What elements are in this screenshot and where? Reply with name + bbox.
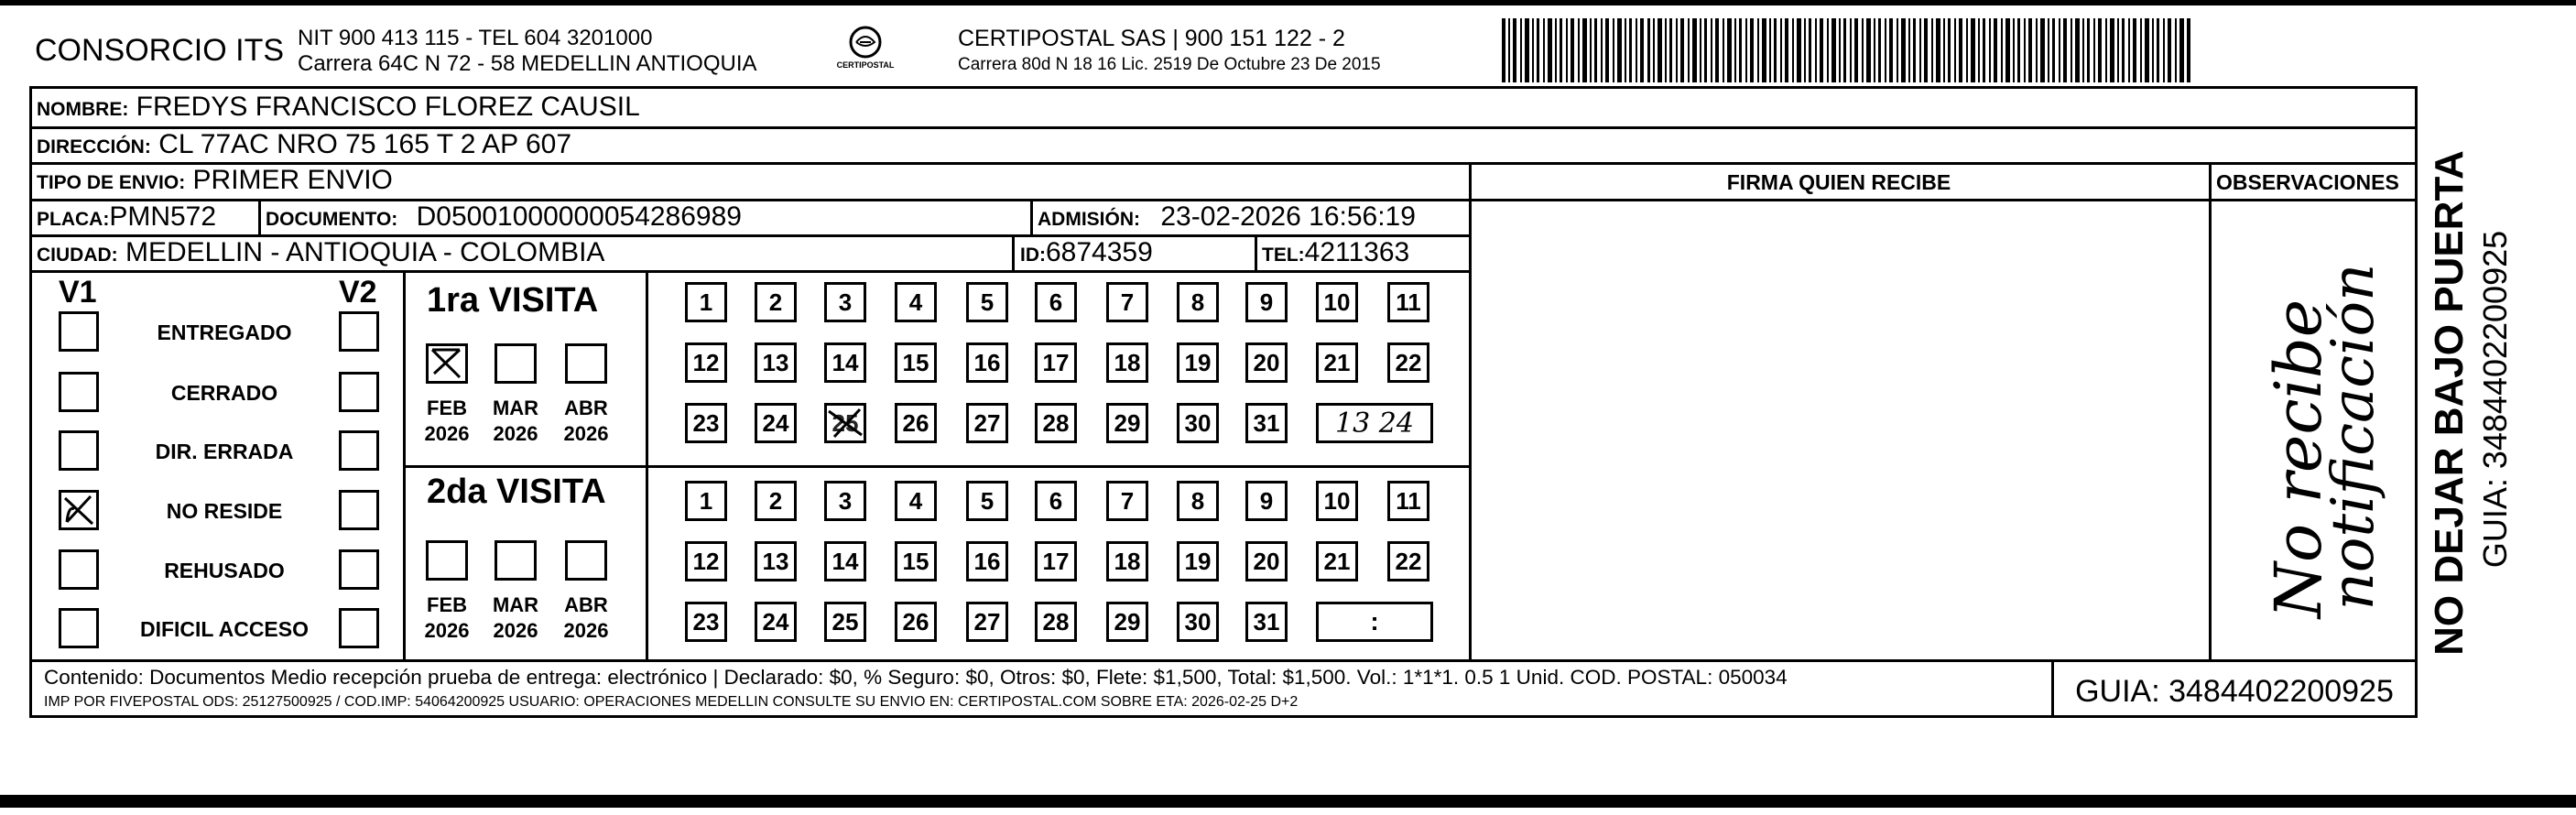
v2-checkbox-5[interactable]	[339, 608, 379, 648]
visit1-month-box-2[interactable]	[565, 343, 607, 384]
visit1-day-2[interactable]: 2	[755, 282, 797, 322]
status-label-3: NO RESIDE	[166, 499, 283, 523]
tel-divider	[1255, 234, 1257, 270]
tel-label: TEL:	[1262, 244, 1305, 266]
visit1-day-9[interactable]: 9	[1245, 282, 1288, 322]
visit2-year-label-2: 2026	[563, 619, 609, 642]
visit-separator	[403, 465, 1469, 468]
handwritten-observation-1: No recibe	[2261, 299, 2336, 619]
visit1-day-21[interactable]: 21	[1316, 342, 1358, 383]
signature-area[interactable]	[1474, 203, 2203, 656]
visit2-month-box-1[interactable]	[495, 540, 537, 581]
visit1-year-label-0: 2026	[424, 422, 470, 445]
visit1-month-box-1[interactable]	[495, 343, 537, 384]
visit2-day-25[interactable]: 25	[824, 602, 866, 642]
visit1-day-20[interactable]: 20	[1245, 342, 1288, 383]
visit1-day-31[interactable]: 31	[1245, 403, 1288, 443]
status-label-1: CERRADO	[170, 381, 278, 405]
visit2-time-box[interactable]	[1316, 602, 1433, 642]
company-line1: NIT 900 413 115 - TEL 604 3201000	[298, 26, 653, 50]
status-label-0: ENTREGADO	[157, 321, 292, 344]
visit2-day-11[interactable]: 11	[1387, 481, 1429, 521]
visit2-month-box-0[interactable]	[426, 540, 468, 581]
visit2-day-9[interactable]: 9	[1245, 481, 1288, 521]
handwritten-observation-2: notificación	[2320, 263, 2387, 611]
visit1-day-14[interactable]: 14	[824, 342, 866, 383]
address-label: DIRECCIÓN:	[37, 136, 151, 158]
visit1-day-5[interactable]: 5	[966, 282, 1008, 322]
certipostal-line2: Carrera 80d N 18 16 Lic. 2519 De Octubre 23 De 2015	[958, 55, 1381, 74]
document-label: DOCUMENTO:	[266, 209, 398, 230]
visit2-day-18[interactable]: 18	[1106, 541, 1148, 581]
visit2-day-26[interactable]: 26	[895, 602, 937, 642]
v1-label: V1	[59, 275, 97, 310]
name-value: FREDYS FRANCISCO FLOREZ CAUSIL	[136, 92, 640, 122]
visit2-day-1[interactable]: 1	[685, 481, 727, 521]
visit2-day-31[interactable]: 31	[1245, 602, 1288, 642]
v1-checkbox-4[interactable]	[59, 549, 99, 590]
certipostal-logo	[838, 22, 893, 77]
visit2-day-3[interactable]: 3	[824, 481, 866, 521]
visit1-day-7[interactable]: 7	[1106, 282, 1148, 322]
barcode	[1502, 18, 2190, 82]
visit1-day-4[interactable]: 4	[895, 282, 937, 322]
footer-guia: GUIA: 3484402200925	[2075, 674, 2394, 709]
visit1-day-12[interactable]: 12	[685, 342, 727, 383]
visit1-year-label-1: 2026	[493, 422, 538, 445]
visit2-day-6[interactable]: 6	[1035, 481, 1077, 521]
signature-header-line	[1469, 199, 2418, 201]
top-edge-bar	[0, 0, 2576, 5]
visit2-day-8[interactable]: 8	[1177, 481, 1219, 521]
id-value: 6874359	[1046, 237, 1153, 267]
plate-label: PLACA:	[37, 209, 110, 230]
plate-value: PMN572	[109, 201, 217, 232]
visit1-day-24[interactable]: 24	[755, 403, 797, 443]
visit1-day-11[interactable]: 11	[1387, 282, 1429, 322]
admission-divider	[1030, 199, 1033, 234]
visit2-year-label-1: 2026	[493, 619, 538, 642]
v2-checkbox-3[interactable]	[339, 490, 379, 530]
side-warning: NO DEJAR BAJO PUERTA	[2427, 150, 2472, 656]
visit1-day-17[interactable]: 17	[1035, 342, 1077, 383]
shipment-type-value: PRIMER ENVIO	[192, 165, 393, 195]
check-x-icon	[429, 346, 465, 381]
visit1-day-15[interactable]: 15	[895, 342, 937, 383]
visit1-day-1[interactable]: 1	[685, 282, 727, 322]
visit2-day-14[interactable]: 14	[824, 541, 866, 581]
v2-checkbox-2[interactable]	[339, 430, 379, 471]
status-label-2: DIR. ERRADA	[155, 440, 294, 463]
document-value: D05001000000054286989	[416, 201, 742, 232]
id-cell	[1020, 237, 1153, 268]
visit1-day-26[interactable]: 26	[895, 403, 937, 443]
signature-header: FIRMA QUIEN RECIBE	[1726, 170, 1951, 194]
visit2-month-box-2[interactable]	[565, 540, 607, 581]
address-row	[37, 129, 571, 160]
v1-checkbox-2[interactable]	[59, 430, 99, 471]
visit2-day-30[interactable]: 30	[1177, 602, 1219, 642]
visit1-day-3[interactable]: 3	[824, 282, 866, 322]
v2-checkbox-0[interactable]	[339, 311, 379, 352]
plate-divider	[258, 199, 261, 234]
shipment-type-label: TIPO DE ENVIO:	[37, 172, 186, 193]
admission-label: ADMISIÓN:	[1038, 209, 1140, 230]
visit1-title: 1ra VISITA	[427, 281, 599, 320]
admission-cell	[1038, 201, 1416, 233]
visit2-day-13[interactable]: 13	[755, 541, 797, 581]
visit1-year-label-2: 2026	[563, 422, 609, 445]
visit2-day-12[interactable]: 12	[685, 541, 727, 581]
visit1-month-label-2: ABR	[564, 397, 608, 419]
tel-value: 4211363	[1304, 237, 1410, 267]
observations-divider	[2209, 162, 2212, 659]
visit1-day-23[interactable]: 23	[685, 403, 727, 443]
visit1-month-box-0[interactable]	[426, 343, 468, 384]
visit2-day-2[interactable]: 2	[755, 481, 797, 521]
name-row	[37, 92, 640, 123]
visit2-day-27[interactable]: 27	[966, 602, 1008, 642]
company-line2: Carrera 64C N 72 - 58 MEDELLIN ANTIOQUIA	[298, 51, 757, 76]
visit2-day-24[interactable]: 24	[755, 602, 797, 642]
visit1-time-value: 13 24	[1335, 407, 1414, 440]
v2-checkbox-4[interactable]	[339, 549, 379, 590]
v1-checkbox-3[interactable]	[59, 490, 99, 530]
side-guia: GUIA: 3484402200925	[2476, 230, 2514, 569]
visit1-day-6[interactable]: 6	[1035, 282, 1077, 322]
visit1-month-label-0: FEB	[427, 397, 467, 419]
visit2-day-15[interactable]: 15	[895, 541, 937, 581]
visit2-day-16[interactable]: 16	[966, 541, 1008, 581]
city-label: CIUDAD:	[37, 244, 118, 266]
v1-checkbox-1[interactable]	[59, 372, 99, 412]
visit2-day-23[interactable]: 23	[685, 602, 727, 642]
visit1-month-label-1: MAR	[492, 397, 539, 419]
visit2-day-28[interactable]: 28	[1035, 602, 1077, 642]
visit1-day-10[interactable]: 10	[1316, 282, 1358, 322]
day-value: 25	[831, 408, 859, 437]
status-label-5: DIFICIL ACCESO	[139, 617, 309, 641]
row-line-5	[29, 270, 1469, 273]
visit2-day-29[interactable]: 29	[1106, 602, 1148, 642]
visit2-day-7[interactable]: 7	[1106, 481, 1148, 521]
visit2-day-10[interactable]: 10	[1316, 481, 1358, 521]
visit2-year-label-0: 2026	[424, 619, 470, 642]
document-cell	[266, 201, 742, 233]
visit2-month-label-1: MAR	[492, 593, 539, 616]
visit2-day-19[interactable]: 19	[1177, 541, 1219, 581]
company-name: CONSORCIO ITS	[35, 33, 285, 68]
address-value: CL 77AC NRO 75 165 T 2 AP 607	[158, 129, 572, 159]
city-value: MEDELLIN - ANTIOQUIA - COLOMBIA	[125, 237, 605, 267]
shipment-type-row	[37, 165, 393, 196]
footer-line2: IMP POR FIVEPOSTAL ODS: 25127500925 / COD.IMP: 54064200925 USUARIO: OPERACIONES MEDELLIN CONSULTE SU ENVIO EN: CERTIPOSTAL.COM SOBRE ETA: 2026-02-25 D+2	[44, 694, 1299, 710]
visit1-time-box[interactable]	[1316, 403, 1433, 443]
admission-value: 23-02-2026 16:56:19	[1160, 201, 1416, 232]
visit2-title: 2da VISITA	[427, 473, 606, 511]
check-x-icon	[61, 493, 96, 527]
observations-header: OBSERVACIONES	[2216, 170, 2399, 194]
row-line-footer	[29, 659, 2418, 662]
visit2-time-value: :	[1370, 607, 1379, 636]
logo-text: CERTIPOSTAL	[836, 60, 895, 70]
strike-mark-icon	[827, 406, 864, 440]
visit1-day-19[interactable]: 19	[1177, 342, 1219, 383]
visit1-day-16[interactable]: 16	[966, 342, 1008, 383]
v2-checkbox-1[interactable]	[339, 372, 379, 412]
visit1-day-8[interactable]: 8	[1177, 282, 1219, 322]
signature-left-divider	[1469, 162, 1472, 659]
name-label: NOMBRE:	[37, 99, 129, 120]
plate-row	[37, 201, 216, 233]
visit1-day-22[interactable]: 22	[1387, 342, 1429, 383]
city-row	[37, 237, 604, 268]
id-divider	[1012, 234, 1015, 270]
visit1-day-27[interactable]: 27	[966, 403, 1008, 443]
visit2-month-label-0: FEB	[427, 593, 467, 616]
visit1-day-25[interactable]	[824, 403, 866, 443]
v1-checkbox-5[interactable]	[59, 608, 99, 648]
visit2-day-20[interactable]: 20	[1245, 541, 1288, 581]
v2-label: V2	[339, 275, 377, 310]
v1-checkbox-0[interactable]	[59, 311, 99, 352]
visit2-day-4[interactable]: 4	[895, 481, 937, 521]
id-label: ID:	[1020, 244, 1046, 266]
visit1-day-29[interactable]: 29	[1106, 403, 1148, 443]
visit1-day-18[interactable]: 18	[1106, 342, 1148, 383]
bottom-edge-bar	[0, 795, 2576, 808]
footer-line1: Contenido: Documentos Medio recepción prueba de entrega: electrónico | Declarado: $0, % Seguro: $0, Otros: $0, Flete: $1,500, Total: $1,500. Vol.: 1*1*1. 0.5 1 Unid. COD. POSTAL: 050034	[44, 666, 1788, 689]
visit2-day-5[interactable]: 5	[966, 481, 1008, 521]
visit2-day-17[interactable]: 17	[1035, 541, 1077, 581]
visit1-day-30[interactable]: 30	[1177, 403, 1219, 443]
visit2-day-22[interactable]: 22	[1387, 541, 1429, 581]
visit1-day-28[interactable]: 28	[1035, 403, 1077, 443]
status-label-4: REHUSADO	[164, 559, 285, 582]
certipostal-line1: CERTIPOSTAL SAS | 900 151 122 - 2	[958, 26, 1345, 51]
visit1-day-13[interactable]: 13	[755, 342, 797, 383]
visit2-day-21[interactable]: 21	[1316, 541, 1358, 581]
tel-cell	[1262, 237, 1409, 268]
visit2-month-label-2: ABR	[564, 593, 608, 616]
